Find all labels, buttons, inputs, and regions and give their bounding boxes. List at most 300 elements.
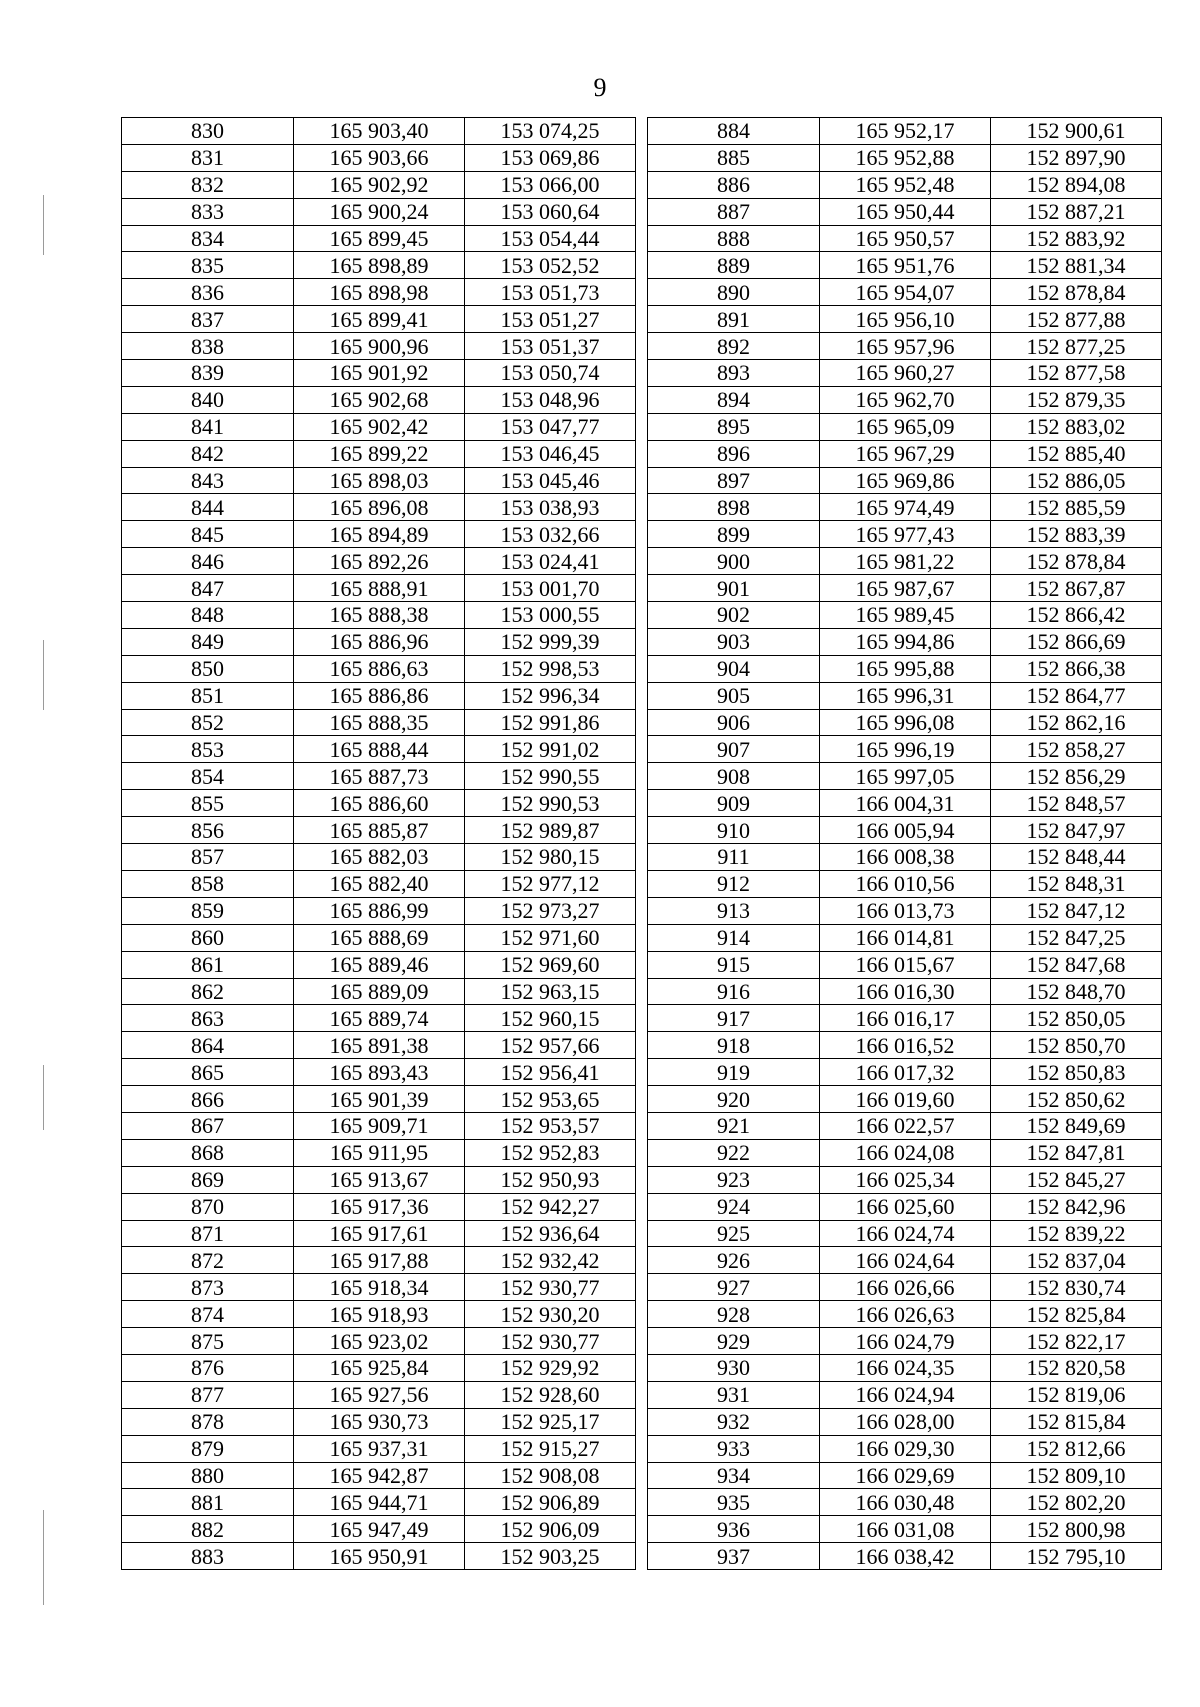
coord-y-cell: 152 848,70	[991, 978, 1162, 1005]
coord-x-cell: 165 886,63	[294, 655, 465, 682]
table-row	[648, 897, 1162, 924]
point-number-cell: 919	[648, 1059, 820, 1086]
table-row	[648, 1220, 1162, 1247]
table-row	[648, 1328, 1162, 1355]
point-number-cell: 917	[648, 1005, 820, 1032]
coord-x-cell: 165 954,07	[820, 279, 991, 306]
point-number-cell: 909	[648, 790, 820, 817]
table-row	[122, 763, 636, 790]
coord-x-cell: 165 899,45	[294, 225, 465, 252]
point-number-cell: 876	[122, 1354, 294, 1381]
coord-x-cell: 165 996,08	[820, 709, 991, 736]
point-number-cell: 844	[122, 494, 294, 521]
coord-y-cell: 152 980,15	[465, 844, 636, 871]
table-row	[648, 333, 1162, 360]
table-row	[648, 279, 1162, 306]
point-number-cell: 842	[122, 440, 294, 467]
point-number-cell: 935	[648, 1489, 820, 1516]
coord-x-cell: 166 013,73	[820, 897, 991, 924]
point-number-cell: 848	[122, 602, 294, 629]
coord-y-cell: 153 051,73	[465, 279, 636, 306]
point-number-cell: 870	[122, 1193, 294, 1220]
coord-x-cell: 165 951,76	[820, 252, 991, 279]
coord-y-cell: 152 847,97	[991, 817, 1162, 844]
point-number-cell: 912	[648, 870, 820, 897]
coord-y-cell: 152 866,69	[991, 628, 1162, 655]
point-number-cell: 914	[648, 924, 820, 951]
coord-x-cell: 165 977,43	[820, 521, 991, 548]
coord-y-cell: 152 887,21	[991, 198, 1162, 225]
coord-x-cell: 165 900,96	[294, 333, 465, 360]
table-row	[122, 897, 636, 924]
point-number-cell: 893	[648, 360, 820, 387]
table-row	[122, 1086, 636, 1113]
coord-y-cell: 153 069,86	[465, 144, 636, 171]
coord-y-cell: 152 953,57	[465, 1112, 636, 1139]
coord-y-cell: 152 809,10	[991, 1462, 1162, 1489]
coord-y-cell: 153 046,45	[465, 440, 636, 467]
point-number-cell: 880	[122, 1462, 294, 1489]
table-row	[122, 1193, 636, 1220]
coord-x-cell: 165 942,87	[294, 1462, 465, 1489]
coord-y-cell: 152 858,27	[991, 736, 1162, 763]
point-number-cell: 847	[122, 575, 294, 602]
coord-x-cell: 166 024,74	[820, 1220, 991, 1247]
coordinates-table-right-body	[648, 118, 1162, 1570]
point-number-cell: 918	[648, 1032, 820, 1059]
point-number-cell: 887	[648, 198, 820, 225]
coord-x-cell: 166 017,32	[820, 1059, 991, 1086]
coord-y-cell: 152 991,86	[465, 709, 636, 736]
coord-y-cell: 153 001,70	[465, 575, 636, 602]
table-row	[648, 1435, 1162, 1462]
coord-x-cell: 165 952,48	[820, 171, 991, 198]
coord-x-cell: 165 898,98	[294, 279, 465, 306]
page-number: 9	[593, 73, 607, 102]
table-row	[122, 1166, 636, 1193]
table-row	[648, 628, 1162, 655]
point-number-cell: 897	[648, 467, 820, 494]
table-row	[648, 575, 1162, 602]
coord-x-cell: 165 956,10	[820, 306, 991, 333]
point-number-cell: 851	[122, 682, 294, 709]
coord-y-cell: 152 822,17	[991, 1328, 1162, 1355]
table-row	[648, 1516, 1162, 1543]
coord-y-cell: 152 879,35	[991, 386, 1162, 413]
point-number-cell: 837	[122, 306, 294, 333]
coord-y-cell: 153 066,00	[465, 171, 636, 198]
point-number-cell: 908	[648, 763, 820, 790]
coord-y-cell: 153 045,46	[465, 467, 636, 494]
coord-x-cell: 165 886,60	[294, 790, 465, 817]
coord-y-cell: 152 877,58	[991, 360, 1162, 387]
coord-y-cell: 152 815,84	[991, 1408, 1162, 1435]
coord-y-cell: 152 991,02	[465, 736, 636, 763]
coord-y-cell: 152 908,08	[465, 1462, 636, 1489]
coord-x-cell: 165 902,92	[294, 171, 465, 198]
coordinates-table-right	[647, 117, 1162, 1570]
table-row	[122, 144, 636, 171]
point-number-cell: 854	[122, 763, 294, 790]
point-number-cell: 906	[648, 709, 820, 736]
point-number-cell: 926	[648, 1247, 820, 1274]
coord-y-cell: 153 024,41	[465, 548, 636, 575]
point-number-cell: 836	[122, 279, 294, 306]
point-number-cell: 927	[648, 1274, 820, 1301]
point-number-cell: 921	[648, 1112, 820, 1139]
table-row	[648, 171, 1162, 198]
coord-x-cell: 165 950,91	[294, 1543, 465, 1570]
coord-y-cell: 153 000,55	[465, 602, 636, 629]
coord-y-cell: 152 848,57	[991, 790, 1162, 817]
table-row	[648, 118, 1162, 145]
coord-y-cell: 152 989,87	[465, 817, 636, 844]
coord-y-cell: 152 930,77	[465, 1328, 636, 1355]
coord-y-cell: 152 885,59	[991, 494, 1162, 521]
table-row	[648, 548, 1162, 575]
coord-x-cell: 165 987,67	[820, 575, 991, 602]
table-row	[648, 225, 1162, 252]
coord-y-cell: 152 915,27	[465, 1435, 636, 1462]
coord-x-cell: 165 888,35	[294, 709, 465, 736]
coord-y-cell: 152 862,16	[991, 709, 1162, 736]
point-number-cell: 875	[122, 1328, 294, 1355]
point-number-cell: 900	[648, 548, 820, 575]
coord-y-cell: 152 936,64	[465, 1220, 636, 1247]
coord-y-cell: 152 866,38	[991, 655, 1162, 682]
point-number-cell: 901	[648, 575, 820, 602]
point-number-cell: 858	[122, 870, 294, 897]
table-row	[122, 1381, 636, 1408]
coord-y-cell: 152 825,84	[991, 1301, 1162, 1328]
point-number-cell: 894	[648, 386, 820, 413]
coord-x-cell: 165 902,68	[294, 386, 465, 413]
coord-y-cell: 152 906,09	[465, 1516, 636, 1543]
coord-x-cell: 165 892,26	[294, 548, 465, 575]
point-number-cell: 855	[122, 790, 294, 817]
coord-x-cell: 165 996,19	[820, 736, 991, 763]
coord-y-cell: 152 850,05	[991, 1005, 1162, 1032]
table-row	[648, 386, 1162, 413]
coord-x-cell: 165 911,95	[294, 1139, 465, 1166]
coord-y-cell: 152 812,66	[991, 1435, 1162, 1462]
table-row	[122, 440, 636, 467]
coord-y-cell: 153 051,37	[465, 333, 636, 360]
table-row	[648, 790, 1162, 817]
point-number-cell: 889	[648, 252, 820, 279]
coord-y-cell: 152 930,77	[465, 1274, 636, 1301]
coord-y-cell: 152 820,58	[991, 1354, 1162, 1381]
point-number-cell: 871	[122, 1220, 294, 1247]
table-row	[648, 844, 1162, 871]
point-number-cell: 869	[122, 1166, 294, 1193]
coord-y-cell: 152 830,74	[991, 1274, 1162, 1301]
coord-y-cell: 152 856,29	[991, 763, 1162, 790]
coord-y-cell: 152 942,27	[465, 1193, 636, 1220]
coord-x-cell: 165 917,61	[294, 1220, 465, 1247]
coord-y-cell: 152 883,92	[991, 225, 1162, 252]
table-row	[122, 279, 636, 306]
table-row	[122, 1354, 636, 1381]
coord-y-cell: 152 969,60	[465, 951, 636, 978]
coord-y-cell: 152 819,06	[991, 1381, 1162, 1408]
scan-artifact	[43, 640, 44, 710]
coord-y-cell: 152 795,10	[991, 1543, 1162, 1570]
coord-x-cell: 166 005,94	[820, 817, 991, 844]
coord-x-cell: 166 029,30	[820, 1435, 991, 1462]
point-number-cell: 840	[122, 386, 294, 413]
coord-x-cell: 165 886,99	[294, 897, 465, 924]
coord-y-cell: 152 998,53	[465, 655, 636, 682]
table-row	[648, 360, 1162, 387]
point-number-cell: 916	[648, 978, 820, 1005]
coord-y-cell: 153 051,27	[465, 306, 636, 333]
coord-x-cell: 165 882,40	[294, 870, 465, 897]
coord-x-cell: 166 014,81	[820, 924, 991, 951]
point-number-cell: 841	[122, 413, 294, 440]
table-row	[648, 1354, 1162, 1381]
point-number-cell: 882	[122, 1516, 294, 1543]
coord-y-cell: 152 950,93	[465, 1166, 636, 1193]
table-row	[122, 978, 636, 1005]
table-row	[122, 736, 636, 763]
coord-x-cell: 165 925,84	[294, 1354, 465, 1381]
point-number-cell: 903	[648, 628, 820, 655]
point-number-cell: 860	[122, 924, 294, 951]
coord-y-cell: 152 900,61	[991, 118, 1162, 145]
coord-x-cell: 165 981,22	[820, 548, 991, 575]
coord-x-cell: 165 894,89	[294, 521, 465, 548]
point-number-cell: 886	[648, 171, 820, 198]
point-number-cell: 915	[648, 951, 820, 978]
coord-x-cell: 166 030,48	[820, 1489, 991, 1516]
table-row	[122, 1005, 636, 1032]
point-number-cell: 898	[648, 494, 820, 521]
table-row	[122, 198, 636, 225]
coord-x-cell: 166 010,56	[820, 870, 991, 897]
coord-x-cell: 165 898,03	[294, 467, 465, 494]
coord-x-cell: 166 029,69	[820, 1462, 991, 1489]
coord-x-cell: 165 886,96	[294, 628, 465, 655]
coord-x-cell: 166 022,57	[820, 1112, 991, 1139]
coord-y-cell: 152 963,15	[465, 978, 636, 1005]
coord-x-cell: 165 902,42	[294, 413, 465, 440]
point-number-cell: 881	[122, 1489, 294, 1516]
table-row	[648, 252, 1162, 279]
coord-x-cell: 166 008,38	[820, 844, 991, 871]
coord-y-cell: 152 930,20	[465, 1301, 636, 1328]
point-number-cell: 905	[648, 682, 820, 709]
point-number-cell: 922	[648, 1139, 820, 1166]
coord-y-cell: 153 052,52	[465, 252, 636, 279]
coord-x-cell: 165 896,08	[294, 494, 465, 521]
coord-y-cell: 152 848,31	[991, 870, 1162, 897]
coord-x-cell: 165 899,22	[294, 440, 465, 467]
point-number-cell: 877	[122, 1381, 294, 1408]
table-row	[648, 1112, 1162, 1139]
coord-y-cell: 152 878,84	[991, 548, 1162, 575]
table-row	[122, 1435, 636, 1462]
coord-x-cell: 165 930,73	[294, 1408, 465, 1435]
coord-x-cell: 165 888,38	[294, 602, 465, 629]
table-row	[648, 763, 1162, 790]
coord-y-cell: 152 960,15	[465, 1005, 636, 1032]
point-number-cell: 878	[122, 1408, 294, 1435]
point-number-cell: 861	[122, 951, 294, 978]
point-number-cell: 865	[122, 1059, 294, 1086]
point-number-cell: 932	[648, 1408, 820, 1435]
table-row	[122, 924, 636, 951]
coordinates-table-left	[121, 117, 636, 1570]
coord-x-cell: 165 927,56	[294, 1381, 465, 1408]
table-row	[648, 682, 1162, 709]
point-number-cell: 937	[648, 1543, 820, 1570]
point-number-cell: 892	[648, 333, 820, 360]
coord-y-cell: 152 850,83	[991, 1059, 1162, 1086]
point-number-cell: 879	[122, 1435, 294, 1462]
coord-y-cell: 152 866,42	[991, 602, 1162, 629]
table-row	[122, 602, 636, 629]
table-row	[648, 1543, 1162, 1570]
point-number-cell: 895	[648, 413, 820, 440]
table-row	[122, 386, 636, 413]
coord-x-cell: 165 886,86	[294, 682, 465, 709]
table-row	[648, 655, 1162, 682]
table-row	[648, 870, 1162, 897]
coord-x-cell: 165 918,34	[294, 1274, 465, 1301]
coord-x-cell: 165 888,91	[294, 575, 465, 602]
coord-y-cell: 152 877,88	[991, 306, 1162, 333]
coord-x-cell: 165 898,89	[294, 252, 465, 279]
table-row	[122, 1462, 636, 1489]
table-row	[122, 1139, 636, 1166]
coord-x-cell: 166 024,94	[820, 1381, 991, 1408]
point-number-cell: 862	[122, 978, 294, 1005]
coord-y-cell: 152 848,44	[991, 844, 1162, 871]
point-number-cell: 839	[122, 360, 294, 387]
coord-y-cell: 152 850,70	[991, 1032, 1162, 1059]
coord-y-cell: 153 032,66	[465, 521, 636, 548]
coord-x-cell: 165 957,96	[820, 333, 991, 360]
point-number-cell: 913	[648, 897, 820, 924]
point-number-cell: 899	[648, 521, 820, 548]
coord-y-cell: 153 048,96	[465, 386, 636, 413]
coord-y-cell: 152 850,62	[991, 1086, 1162, 1113]
coord-x-cell: 166 028,00	[820, 1408, 991, 1435]
point-number-cell: 904	[648, 655, 820, 682]
coord-x-cell: 166 019,60	[820, 1086, 991, 1113]
point-number-cell: 884	[648, 118, 820, 145]
table-row	[122, 1112, 636, 1139]
point-number-cell: 868	[122, 1139, 294, 1166]
table-row	[648, 924, 1162, 951]
table-row	[648, 467, 1162, 494]
coord-y-cell: 153 047,77	[465, 413, 636, 440]
table-row	[648, 306, 1162, 333]
coord-y-cell: 152 842,96	[991, 1193, 1162, 1220]
coord-x-cell: 165 899,41	[294, 306, 465, 333]
coord-x-cell: 165 996,31	[820, 682, 991, 709]
coord-x-cell: 166 024,79	[820, 1328, 991, 1355]
coord-x-cell: 165 944,71	[294, 1489, 465, 1516]
point-number-cell: 867	[122, 1112, 294, 1139]
point-number-cell: 873	[122, 1274, 294, 1301]
table-row	[122, 467, 636, 494]
point-number-cell: 883	[122, 1543, 294, 1570]
coord-x-cell: 165 962,70	[820, 386, 991, 413]
coord-y-cell: 152 867,87	[991, 575, 1162, 602]
coord-x-cell: 165 967,29	[820, 440, 991, 467]
table-row	[122, 1489, 636, 1516]
coord-y-cell: 152 973,27	[465, 897, 636, 924]
point-number-cell: 931	[648, 1381, 820, 1408]
coord-x-cell: 165 887,73	[294, 763, 465, 790]
coord-y-cell: 152 977,12	[465, 870, 636, 897]
coord-x-cell: 166 024,08	[820, 1139, 991, 1166]
coord-x-cell: 165 965,09	[820, 413, 991, 440]
coord-y-cell: 152 996,34	[465, 682, 636, 709]
table-row	[122, 171, 636, 198]
table-row	[122, 1274, 636, 1301]
point-number-cell: 885	[648, 144, 820, 171]
coord-y-cell: 152 932,42	[465, 1247, 636, 1274]
table-row	[122, 225, 636, 252]
table-row	[122, 790, 636, 817]
table-row	[122, 1247, 636, 1274]
coord-y-cell: 152 928,60	[465, 1381, 636, 1408]
coord-y-cell: 153 074,25	[465, 118, 636, 145]
table-row	[122, 709, 636, 736]
coord-y-cell: 152 837,04	[991, 1247, 1162, 1274]
coord-x-cell: 166 016,30	[820, 978, 991, 1005]
point-number-cell: 850	[122, 655, 294, 682]
table-row	[122, 306, 636, 333]
point-number-cell: 929	[648, 1328, 820, 1355]
coord-x-cell: 165 923,02	[294, 1328, 465, 1355]
table-row	[122, 1516, 636, 1543]
point-number-cell: 831	[122, 144, 294, 171]
coord-x-cell: 166 024,64	[820, 1247, 991, 1274]
point-number-cell: 920	[648, 1086, 820, 1113]
table-row	[122, 575, 636, 602]
coord-x-cell: 165 917,36	[294, 1193, 465, 1220]
table-row	[648, 413, 1162, 440]
coord-y-cell: 152 990,53	[465, 790, 636, 817]
coord-y-cell: 152 847,68	[991, 951, 1162, 978]
table-row	[122, 360, 636, 387]
coord-x-cell: 165 888,69	[294, 924, 465, 951]
coord-x-cell: 165 974,49	[820, 494, 991, 521]
point-number-cell: 853	[122, 736, 294, 763]
table-row	[122, 1032, 636, 1059]
table-row	[648, 817, 1162, 844]
table-row	[648, 736, 1162, 763]
coord-y-cell: 152 864,77	[991, 682, 1162, 709]
table-row	[648, 1247, 1162, 1274]
coord-y-cell: 153 050,74	[465, 360, 636, 387]
point-number-cell: 928	[648, 1301, 820, 1328]
point-number-cell: 859	[122, 897, 294, 924]
coord-x-cell: 165 888,44	[294, 736, 465, 763]
table-row	[122, 844, 636, 871]
coord-x-cell: 166 031,08	[820, 1516, 991, 1543]
coord-x-cell: 165 885,87	[294, 817, 465, 844]
table-row	[648, 1193, 1162, 1220]
point-number-cell: 924	[648, 1193, 820, 1220]
coord-x-cell: 165 909,71	[294, 1112, 465, 1139]
coord-x-cell: 166 015,67	[820, 951, 991, 978]
table-row	[648, 978, 1162, 1005]
